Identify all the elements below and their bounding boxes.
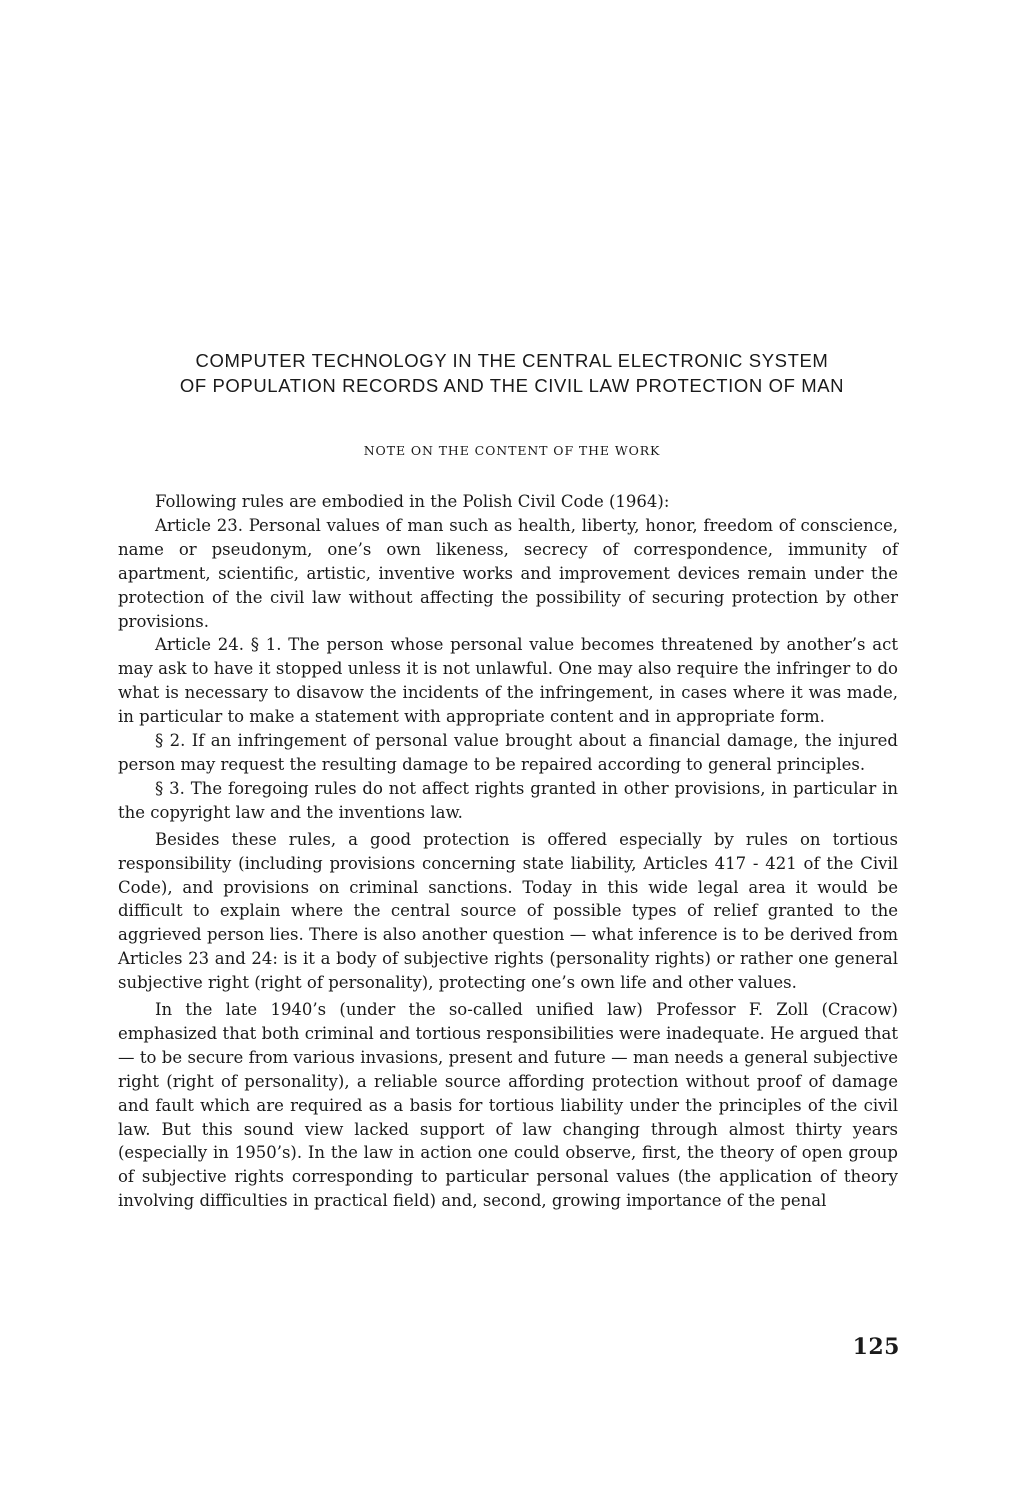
- paragraph-article-24-s3: § 3. The foregoing rules do not affect rights granted in other provisions, in particular in the copyright law and the inventions law.: [118, 778, 898, 822]
- paragraph-article-24-s2: § 2. If an infringement of personal value brought about a financial damage, the injured person may request the resulting damage to be repaired according to general principles.: [118, 731, 898, 774]
- paragraph-intro: Following rules are embodied in the Polish Civil Code (1964):: [155, 492, 670, 511]
- page-number: 125: [852, 1334, 900, 1360]
- title-line-1: COMPUTER TECHNOLOGY IN THE CENTRAL ELECTRONIC SYSTEM: [195, 350, 829, 371]
- paragraph-besides: Besides these rules, a good protection is offered especially by rules on tortious responsibility (including provisions concerning state liability, Articles 417 - 421 of the Civil Code), and provisions on criminal sanctions. Today in this wide legal area it would be difficult to explain where the central source of possible types of relief granted to the aggrieved person lies. There is also another question — what inference is to be derived from Articles 23 and 24: is it a body of subjective rights (personality rights) or rather one general subjective right (right of personality), protecting one’s own life and other values.: [118, 829, 898, 993]
- document-title: [100, 348, 924, 398]
- paragraph-zoll: In the late 1940’s (under the so-called unified law) Professor F. Zoll (Cracow) emphasized that both criminal and tortious responsibilities were inadequate. He argued that — to be secure from various invasions, present and future — man needs a general subjective right (right of personality), a reliable source affording protection without proof of damage and fault which are required as a basis for tortious liability under the principles of the civil law. But this sound view lacked support of law changing through almost thirty years (especially in 1950’s). In the law in action one could observe, first, the theory of open group of subjective rights corresponding to particular personal values (the application of theory involving difficulties in practical field) and, second, growing importance of the penal: [118, 1000, 898, 1211]
- title-line-2: OF POPULATION RECORDS AND THE CIVIL LAW PROTECTION OF MAN: [179, 375, 845, 396]
- section-subtitle: NOTE ON THE CONTENT OF THE WORK: [363, 443, 661, 458]
- body-text: [118, 490, 898, 1213]
- paragraph-article-23: Article 23. Personal values of man such as health, liberty, honor, freedom of conscience, name or pseudonym, one’s own likeness, secrecy of correspondence, immunity of apartment, scientific, artistic, inventive works and improvement devices remain under the protection of the civil law without affecting the possibility of securing protection by other provisions.: [118, 515, 898, 631]
- paragraph-article-24-s1: Article 24. § 1. The person whose personal value becomes threatened by another’s act may ask to have it stopped unless it is not unlawful. One may also require the infringer to do what is necessary to disavow the incidents of the infringement, in cases where it was made, in particular to make a statement with appropriate content and in appropriate form.: [118, 635, 898, 727]
